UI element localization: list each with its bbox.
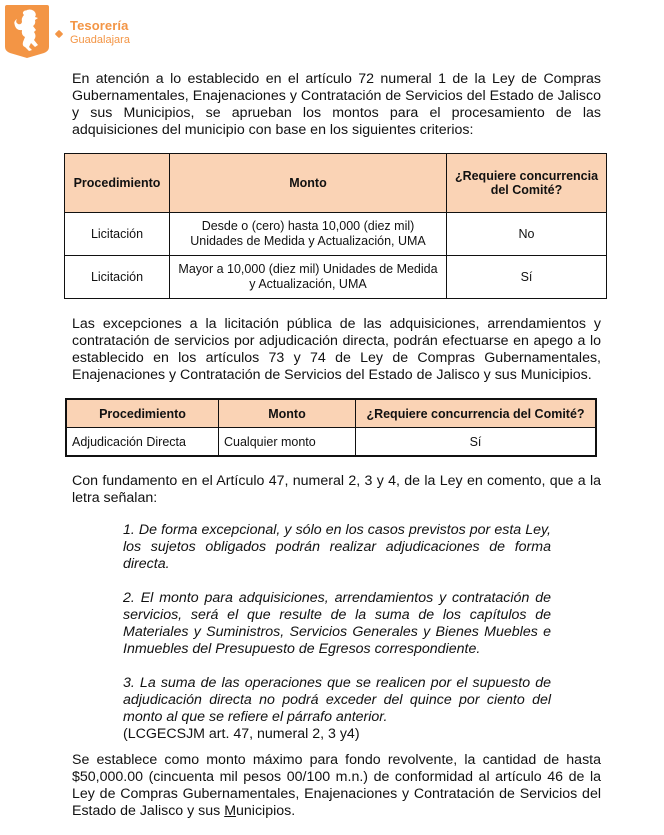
table-header-row [65,154,607,213]
brand-subtitle: Guadalajara [70,34,130,46]
exceptions-paragraph: Las excepciones a la licitación pública de las adquisiciones, arrendamientos y contratación de servicios por adjudicación directa, podrán efectuarse en apego a lo establecido en los artículos 73 y 74 de Ley de Compras Gubernamentales, Enajenaciones y Contratación de Servicios del Estado de Jalisco y sus Municipios. [72,316,601,383]
table-header-row [66,399,596,428]
lion-shield-icon [4,3,50,59]
header-monto: Monto [219,399,356,428]
header-requiere-comite: ¿Requiere concurrencia del Comité? [447,154,607,213]
header-procedimiento: Procedimiento [65,154,170,213]
cell-monto: Mayor a 10,000 (diez mil) Unidades de Medida y Actualización, UMA [170,256,447,299]
cell-requiere-comite: Sí [356,428,597,457]
licitacion-table [64,153,607,299]
closing-paragraph [72,752,601,820]
quote-reference: (LCGECSJM art. 47, numeral 2, 3 y4) [123,726,360,742]
quote-item-3-block [123,675,551,743]
cell-monto: Cualquier monto [219,428,356,457]
header-requiere-comite: ¿Requiere concurrencia del Comité? [356,399,597,428]
table-row [66,428,596,457]
cell-monto: Desde o (cero) hasta 10,000 (diez mil) Unidades de Medida y Actualización, UMA [170,213,447,256]
quote-item-3: 3. La suma de las operaciones que se realicen por el supuesto de adjudicación directa no podrá exceder del quince por ciento del monto al que se refiere el párrafo anterior. [123,675,551,725]
cell-procedimiento: Adjudicación Directa [66,428,219,457]
quote-item-2: 2. El monto para adquisiciones, arrendamientos y contratación de servicios, será el que resulte de la suma de los capítulos de Materiales y Suministros, Servicios Generales y Bienes Muebles e Inmuebles del Presupuesto de Egresos correspondiente. [123,590,551,657]
table-row [65,256,607,299]
brand-title: Tesorería [70,18,129,33]
closing-text-end: unicipios. [236,803,296,819]
cell-requiere-comite: No [447,213,607,256]
cell-procedimiento: Licitación [65,256,170,299]
cell-requiere-comite: Sí [447,256,607,299]
closing-text: Se establece como monto máximo para fondo revolvente, la cantidad de hasta $50,000.00 (cincuenta mil pesos 00/100 m.n.) de conformidad al artículo 46 de la Ley de Compras Gubernamentales, Enajenaciones y Contratación de Servicios del Estado de Jalisco y sus [72,752,601,819]
quote-item-1: 1. De forma excepcional, y sólo en los casos previstos por esta Ley, los sujetos obligados podrán realizar adjudicaciones de forma directa. [123,522,551,572]
brand-diamond-icon [55,30,63,38]
cell-procedimiento: Licitación [65,213,170,256]
header-monto: Monto [170,154,447,213]
table-row [65,213,607,256]
header-procedimiento: Procedimiento [66,399,219,428]
closing-underlined-letter: M [224,803,237,819]
intro-paragraph: En atención a lo establecido en el artículo 72 numeral 1 de la Ley de Compras Gubernamentales, Enajenaciones y Contratación de Servicios del Estado de Jalisco y sus Municipios, se aprueban los montos para el procesamiento de las adquisiciones del municipio con base en los siguientes criterios: [72,71,601,138]
foundation-paragraph: Con fundamento en el Artículo 47, numeral 2, 3 y 4, de la Ley en comento, que a la letra señalan: [72,473,601,506]
adjudicacion-table [65,398,597,457]
